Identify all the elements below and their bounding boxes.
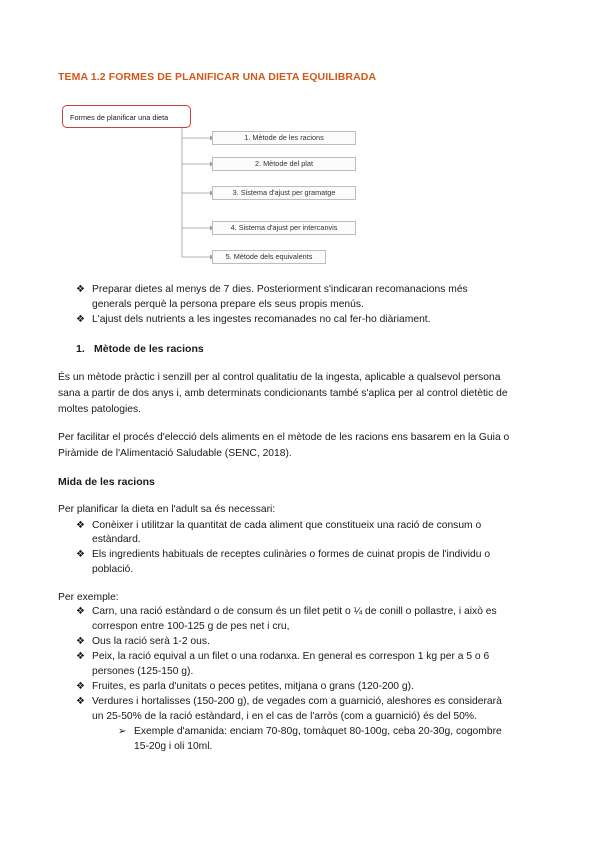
diagram-node-1: 1. Mètode de les racions xyxy=(212,131,356,145)
mida-bullet-2-line-2: població. xyxy=(92,564,134,575)
section-number: 1. xyxy=(76,343,85,355)
example-4: Fruites, es parla d'unitats o peces petites, mitjana o grans (120-200 g). xyxy=(92,681,414,692)
example-3-line-1: Peix, la ració equival a un filet o una rodanxa. En general es correspon 1 kg per a 5 o 6 xyxy=(92,651,490,662)
example-5-line-1: Verdures i hortalisses (150-200 g), de vegades com a guarnició, aleshores es considerarà xyxy=(92,696,502,707)
example-intro: Per exemple: xyxy=(58,592,119,603)
mida-bullet-2-line-1: Els ingredients habituals de receptes culinàries o formes de cuinat propis de l'individu o xyxy=(92,549,491,560)
intro-bullet-2: L'ajust dels nutrients a les ingestes recomanades no cal fer-ho diàriament. xyxy=(92,314,431,325)
paragraph-2-line-2: Piràmide de l'Alimentació Saludable (SENC, 2018). xyxy=(58,448,292,459)
mida-intro: Per planificar la dieta en l'adult sa és necessari: xyxy=(58,504,276,515)
diamond-bullet-icon: ❖ xyxy=(76,681,85,692)
section-heading: Mètode de les racions xyxy=(94,343,204,355)
diamond-bullet-icon: ❖ xyxy=(76,651,85,662)
example-5-line-2: un 25-50% de la ració estàndard, i en el cas de l'arròs (com a guarnició) és del 50%. xyxy=(92,711,477,722)
diagram-node-3: 3. Sistema d'ajust per gramatge xyxy=(212,186,356,200)
mida-bullet-1-line-2: estàndard. xyxy=(92,534,141,545)
intro-bullet-1-line-2: generals perquè la persona prepare els seus propis menús. xyxy=(92,299,364,310)
example-1-line-1: Carn, una ració estàndard o de consum és un filet petit o ¼ de conill o pollastre, i això es xyxy=(92,606,497,617)
paragraph-1-line-3: moltes patologies. xyxy=(58,404,141,415)
diamond-bullet-icon: ❖ xyxy=(76,549,85,560)
example-1-line-2: correspon entre 100-125 g de pes net i cru, xyxy=(92,621,290,632)
planning-diagram xyxy=(0,0,600,280)
arrow-bullet-icon: ➢ xyxy=(118,726,127,737)
subsection-heading: Mida de les racions xyxy=(58,476,155,488)
diagram-node-5: 5. Mètode dels equivalents xyxy=(212,250,326,264)
diamond-bullet-icon: ❖ xyxy=(76,636,85,647)
diagram-node-4: 4. Sistema d'ajust per intercanvis xyxy=(212,221,356,235)
diamond-bullet-icon: ❖ xyxy=(76,606,85,617)
intro-bullet-1-line-1: Preparar dietes al menys de 7 dies. Posteriorment s'indicaran recomanacions més xyxy=(92,284,468,295)
example-2: Ous la ració serà 1-2 ous. xyxy=(92,636,210,647)
mida-bullet-1-line-1: Conèixer i utilitzar la quantitat de cada aliment que constitueix una ració de consum o xyxy=(92,520,482,531)
diamond-bullet-icon: ❖ xyxy=(76,696,85,707)
page-title: TEMA 1.2 FORMES DE PLANIFICAR UNA DIETA EQUILIBRADA xyxy=(58,71,377,83)
paragraph-1-line-1: És un mètode pràctic i senzill per al control qualitatiu de la ingesta, aplicable a qualsevol persona xyxy=(58,372,501,383)
diamond-bullet-icon: ❖ xyxy=(76,314,85,325)
diagram-node-2: 2. Mètode del plat xyxy=(212,157,356,171)
diagram-root-node: Formes de planificar una dieta xyxy=(62,105,191,128)
example-3-line-2: persones (125-150 g). xyxy=(92,666,194,677)
diamond-bullet-icon: ❖ xyxy=(76,520,85,531)
paragraph-2-line-1: Per facilitar el procés d'elecció dels aliments en el mètode de les racions ens basarem en la Guia o xyxy=(58,432,510,443)
sub-example-line-1: Exemple d'amanida: enciam 70-80g, tomàquet 80-100g, ceba 20-30g, cogombre xyxy=(134,726,502,737)
diamond-bullet-icon: ❖ xyxy=(76,284,85,295)
sub-example-line-2: 15-20g i oli 10ml. xyxy=(134,741,213,752)
paragraph-1-line-2: sana a partir de dos anys i, amb determinats condicionants també s'aplica per al control dietètic de xyxy=(58,388,508,399)
